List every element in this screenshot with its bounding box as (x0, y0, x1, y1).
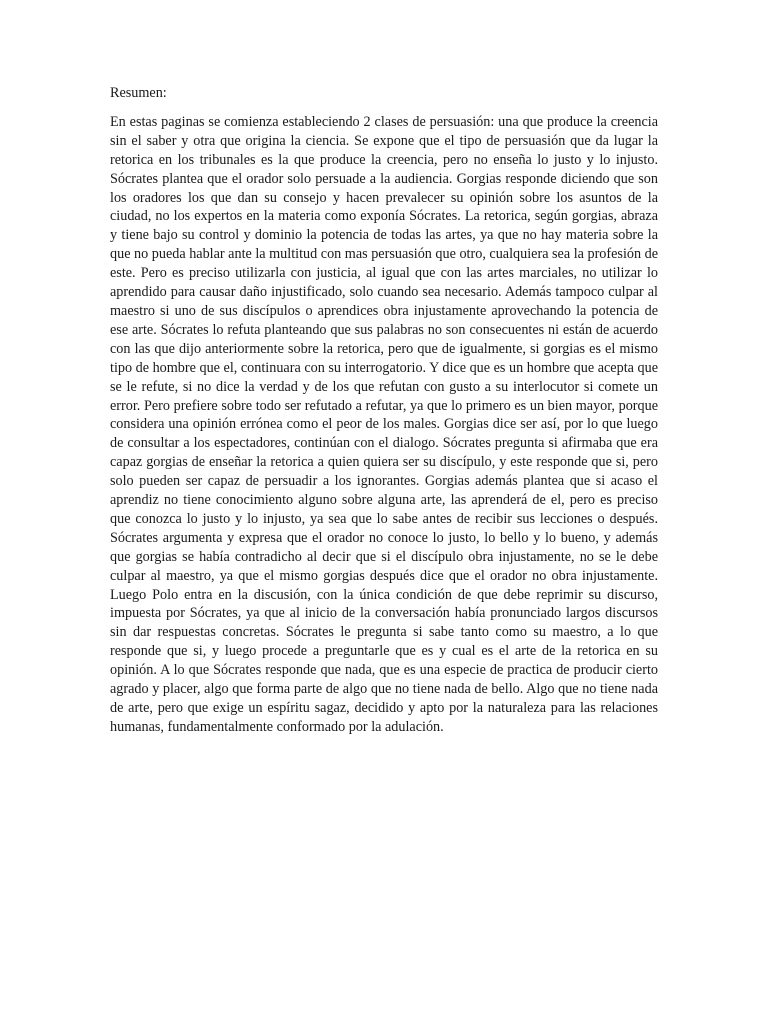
document-content (110, 84, 658, 737)
summary-heading: Resumen: (110, 85, 167, 101)
summary-paragraph: En estas paginas se comienza estableciendo 2 clases de persuasión: una que produce la creencia sin el saber y otra que origina la ciencia. Se expone que el tipo de persuasión que da lugar la retorica en los tribunales es la que produce la creencia, pero no enseña lo justo y lo injusto. Sócrates plantea que el orador solo persuade a la audiencia. Gorgias responde diciendo que son los oradores los que dan su consejo y hacen prevalecer su opinión sobre los asuntos de la ciudad, no los expertos en la materia como exponía Sócrates. La retorica, según gorgias, abraza y tiene bajo su control y dominio la potencia de todas las artes, ya que no hay materia sobre la que no pueda hablar ante la multitud con mas persuasión que otro, cualquiera sea la profesión de este. Pero es preciso utilizarla con justicia, al igual que con las artes marciales, no utilizar lo aprendido para causar daño injustificado, solo cuando sea necesario. Además tampoco culpar al maestro si uno de sus discípulos o aprendices obra injustamente aprovechando la potencia de ese arte. Sócrates lo refuta planteando que sus palabras no son consecuentes ni están de acuerdo con las que dijo anteriormente sobre la retorica, pero que de igualmente, si gorgias es el mismo tipo de hombre que el, continuara con su interrogatorio. Y dice que es un hombre que acepta que se le refute, si no dice la verdad y de los que refutan con gusto a su interlocutor si comete un error. Pero prefiere sobre todo ser refutado a refutar, ya que lo primero es un bien mayor, porque considera una opinión errónea como el peor de los males. Gorgias dice ser así, por lo que luego de consultar a los espectadores, continúan con el dialogo. Sócrates pregunta si afirmaba que era capaz gorgias de enseñar la retorica a quien quiera ser su discípulo, y este responde que si, pero solo pueden ser capaz de persuadir a los ignorantes. Gorgias además plantea que si acaso el aprendiz no tiene conocimiento alguno sobre alguna arte, las aprenderá de el, pero es preciso que conozca lo justo y lo injusto, ya sea que lo sabe antes de recibir sus lecciones o después. Sócrates argumenta y expresa que el orador no conoce lo justo, lo bello y lo bueno, y además que gorgias se había contradicho al decir que si el discípulo obra injustamente, no se le debe culpar al maestro, ya que el mismo gorgias después dice que el orador no obra injustamente. Luego Polo entra en la discusión, con la única condición de que debe reprimir su discurso, impuesta por Sócrates, ya que al inicio de la conversación había pronunciado largos discursos sin dar respuestas concretas. Sócrates le pregunta si sabe tanto como su maestro, a lo que responde que si, y luego procede a preguntarle que es y cual es el arte de la retorica en su opinión. A lo que Sócrates responde que nada, que es una especie de practica de producir cierto agrado y placer, algo que forma parte de algo que no tiene nada de bello. Algo que no tiene nada de arte, pero que exige un espíritu sagaz, decidido y apto por la naturaleza para las relaciones humanas, fundamentalmente conformado por la adulación. (110, 113, 659, 735)
